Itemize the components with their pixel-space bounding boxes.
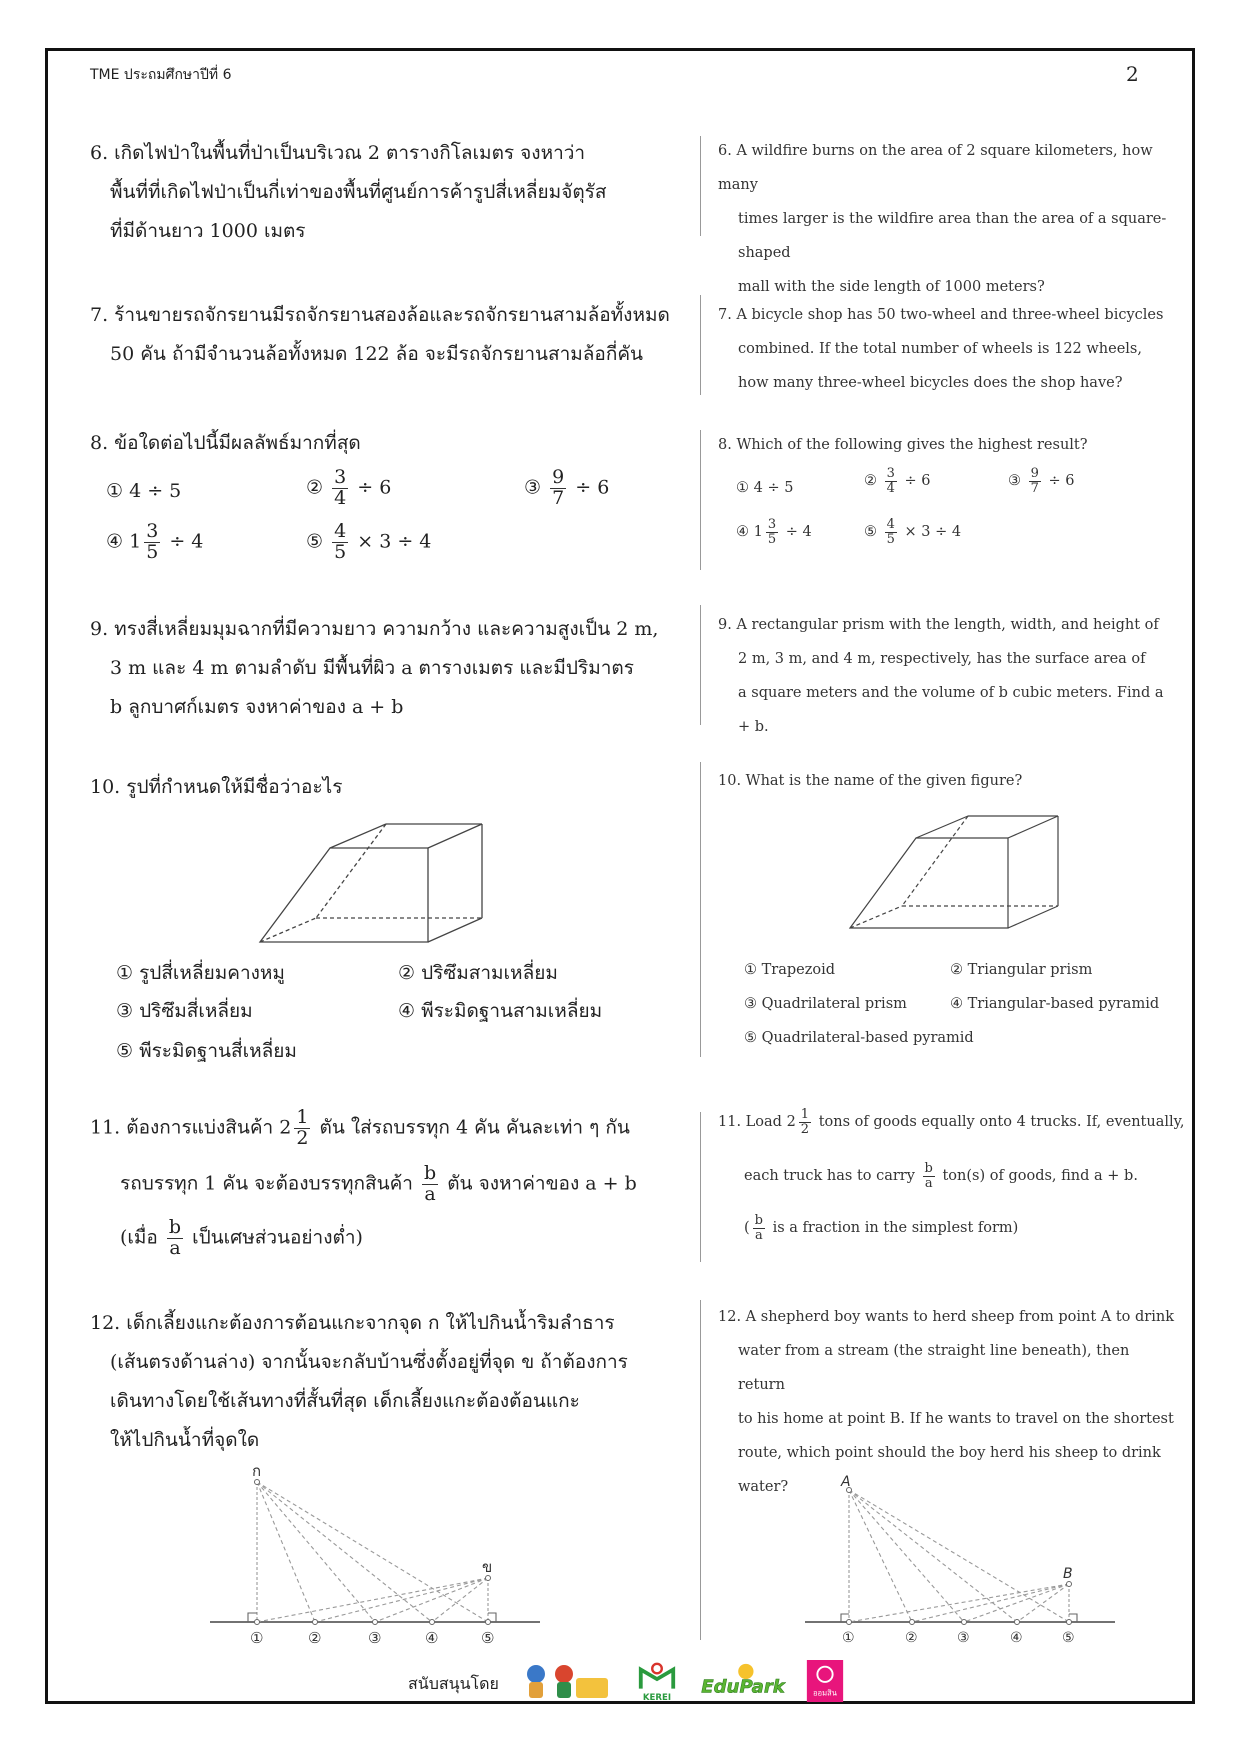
point-a-label: A (841, 1474, 851, 1490)
question-11-english-line-1: 11. Load 2 $\frac{1}{2}$ tons of goods equally onto 4 trucks. If, eventually, (718, 1107, 1185, 1137)
option-1: ① 4 ÷ 5 (106, 480, 182, 502)
edupark-text: EduPark (701, 1676, 785, 1698)
stream-diagram-english (795, 1475, 1125, 1655)
question-8-thai-title: 8. ข้อใดต่อไปนี้มีผลลัพธ์มากที่สุด (90, 432, 361, 454)
onsin-text: ออมสิน (812, 1688, 838, 1698)
question-9-english: 9. A rectangular prism with the length, width, and height of 2 m, 3 m, and 4 m, respectively, has the surface area of a square meters and the volume of b cubic meters. Find a + b. (718, 617, 1164, 735)
prism-figure-english (850, 810, 1064, 934)
column-divider (700, 136, 701, 236)
page-number: 2 (1126, 62, 1139, 86)
column-divider (700, 430, 701, 570)
path-b-3 (964, 1584, 1069, 1622)
path-b-2 (912, 1584, 1069, 1622)
question-12-thai: 12. เด็กเลี้ยงแกะต้องการต้อนแกะจากจุด ก ให้ไปกินน้ำริมลำธาร (เส้นตรงด้านล่าง) จากนั้นจะกลับบ้านซึ่งตั้งอยู่ที่จุด ข ถ้าต้องการ เดินทางโดยใช้เส้นทางที่สั้นที่สุด เด็กเลี้ยงแกะต้องต้อนแกะ ให้ไปกินน้ำที่จุดใด (90, 1312, 628, 1451)
option-1: ① Trapezoid (744, 962, 836, 978)
option-1: ① 4 ÷ 5 (736, 480, 794, 496)
sponsor-label: สนับสนุนโดย (408, 1674, 499, 1693)
prism-edge (1008, 906, 1058, 928)
question-7-thai: 7. ร้านขายรถจักรยานมีรถจักรยานสองล้อและรถจักรยานสามล้อทั้งหมด 50 คัน ถ้ามีจำนวนล้อทั้งหมด 122 ล้อ จะมีรถจักรยานสามล้อกี่คัน (90, 304, 670, 365)
point-a-label: ก (252, 1462, 262, 1480)
question-11-thai-line-1: 11. ต้องการแบ่งสินค้า 2 $\frac{1}{2}$ ตัน ใส่รถบรรทุก 4 คัน คันละเท่า ๆ กัน (90, 1106, 630, 1149)
path-b-4 (1017, 1584, 1069, 1622)
point-5-label: ⑤ (481, 1629, 495, 1647)
question-7-english: 7. A bicycle shop has 50 two-wheel and three-wheel bicycles combined. If the total number of wheels is 122 wheels, how many three-wheel bicycles does the shop have? (718, 307, 1164, 391)
path-a-2 (257, 1482, 315, 1622)
option-4: ④ 1 $\frac{3}{5}$ ÷ 4 (736, 517, 812, 547)
option-5: ⑤ พีระมิดฐานสี่เหลี่ยม (116, 1040, 297, 1062)
point-3-label: ③ (957, 1630, 970, 1646)
prism-edge (916, 816, 968, 838)
path-a-5 (849, 1490, 1069, 1622)
column-divider (700, 295, 701, 395)
question-10-thai-title: 10. รูปที่กำหนดให้มีชื่อว่าอะไร (90, 776, 343, 798)
column-divider (700, 1112, 701, 1262)
path-a-4 (257, 1482, 432, 1622)
question-8-english-title: 8. Which of the following gives the highest result? (718, 437, 1088, 453)
path-b-3 (375, 1578, 488, 1622)
question-6-thai: 6. เกิดไฟป่าในพื้นที่ป่าเป็นบริเวณ 2 ตารางกิโลเมตร จงหาว่า พื้นที่ที่เกิดไฟป่าเป็นกี่เท่าของพื้นที่ศูนย์การค้ารูปสี่เหลี่ยมจัตุรัส ที่มีด้านยาว 1000 เมตร (90, 142, 607, 242)
kerei-text: KEREI (642, 1693, 672, 1702)
stream-diagram-thai (200, 1462, 550, 1655)
option-4: ④ Triangular-based pyramid (950, 996, 1160, 1012)
prism-edge (428, 824, 482, 848)
prism-hidden-edge (316, 824, 386, 918)
question-9-thai: 9. ทรงสี่เหลี่ยมมุมฉากที่มีความยาว ความกว้าง และความสูงเป็น 2 m, 3 m และ 4 m ตามลำดับ มีพื้นที่ผิว a ตารางเมตร และมีปริมาตร b ลูกบาศก์เมตร จงหาค่าของ a + b (90, 618, 659, 718)
path-b-1 (849, 1584, 1069, 1622)
sponsor-logo-onsin (806, 1660, 844, 1702)
column-divider (700, 1300, 701, 1640)
option-2: ② $\frac{3}{4}$ ÷ 6 (864, 466, 931, 496)
option-1: ① รูปสี่เหลี่ยมคางหมู (116, 962, 285, 984)
point-3-label: ③ (368, 1629, 382, 1647)
point-4-label: ④ (425, 1629, 439, 1647)
option-3: ③ ปริซึมสี่เหลี่ยม (116, 1000, 253, 1022)
point-2-label: ② (308, 1629, 322, 1647)
question-11-thai-line-3: (เมื่อ $\frac{b}{a}$ เป็นเศษส่วนอย่างต่ำ) (120, 1216, 363, 1259)
prism-edge (1008, 816, 1058, 838)
question-6-english: 6. A wildfire burns on the area of 2 square kilometers, how many times larger is the wildfire area than the area of a square-shaped mall with the side length of 1000 meters? (718, 143, 1167, 295)
point-5-label: ⑤ (1062, 1630, 1075, 1646)
option-5: ⑤ $\frac{4}{5}$ × 3 ÷ 4 (864, 517, 962, 547)
sponsor-logo-edupark (700, 1660, 786, 1702)
question-11-english-line-3: ( $\frac{b}{a}$ is a fraction in the simplest form) (744, 1213, 1019, 1243)
path-a-3 (849, 1490, 964, 1622)
path-b-1 (257, 1578, 488, 1622)
option-4: ④ 1 $\frac{3}{5}$ ÷ 4 (106, 520, 204, 563)
column-divider (700, 762, 701, 1057)
option-2: ② $\frac{3}{4}$ ÷ 6 (306, 466, 392, 509)
prism-figure-thai (260, 818, 490, 950)
path-a-5 (257, 1482, 488, 1622)
prism-edge (428, 918, 482, 942)
header-title: TME ประถมศึกษาปีที่ 6 (90, 67, 232, 83)
option-3: ③ $\frac{9}{7}$ ÷ 6 (524, 466, 610, 509)
point-2-label: ② (905, 1630, 918, 1646)
point-1-label: ① (842, 1630, 855, 1646)
option-5: ⑤ Quadrilateral-based pyramid (744, 1030, 974, 1046)
option-4: ④ พีระมิดฐานสามเหลี่ยม (398, 1000, 603, 1022)
question-12-english: 12. A shepherd boy wants to herd sheep from point A to drink water from a stream (the straight line beneath), then return to his home at point B. If he wants to travel on the shortest route, which point should the boy herd his sheep to drink water? (718, 1309, 1174, 1495)
point-4-label: ④ (1010, 1630, 1023, 1646)
option-2: ② Triangular prism (950, 962, 1093, 978)
path-a-2 (849, 1490, 912, 1622)
point-b-label: ข (482, 1558, 493, 1576)
question-11-thai-line-2: รถบรรทุก 1 คัน จะต้องบรรทุกสินค้า $\frac{b}{a}$ ตัน จงหาค่าของ a + b (120, 1162, 637, 1205)
option-3: ③ $\frac{9}{7}$ ÷ 6 (1008, 466, 1075, 496)
path-a-3 (257, 1482, 375, 1622)
question-10-english-title: 10. What is the name of the given figure? (718, 773, 1023, 789)
point-1-label: ① (250, 1629, 264, 1647)
option-3: ③ Quadrilateral prism (744, 996, 907, 1012)
question-11-english-line-2: each truck has to carry $\frac{b}{a}$ ton(s) of goods, find a + b. (744, 1161, 1138, 1191)
sponsor-logo-kerei (634, 1660, 680, 1702)
option-5: ⑤ $\frac{4}{5}$ × 3 ÷ 4 (306, 520, 432, 563)
point-b-label: B (1063, 1566, 1073, 1582)
sponsor-logo-mascots (520, 1660, 610, 1702)
column-divider (700, 605, 701, 725)
prism-front-face (850, 838, 1008, 928)
path-b-2 (315, 1578, 488, 1622)
mascot-icon (527, 1665, 545, 1683)
mascot-icon (555, 1665, 573, 1683)
option-2: ② ปริซึมสามเหลี่ยม (398, 962, 558, 984)
prism-front-face (260, 848, 428, 942)
